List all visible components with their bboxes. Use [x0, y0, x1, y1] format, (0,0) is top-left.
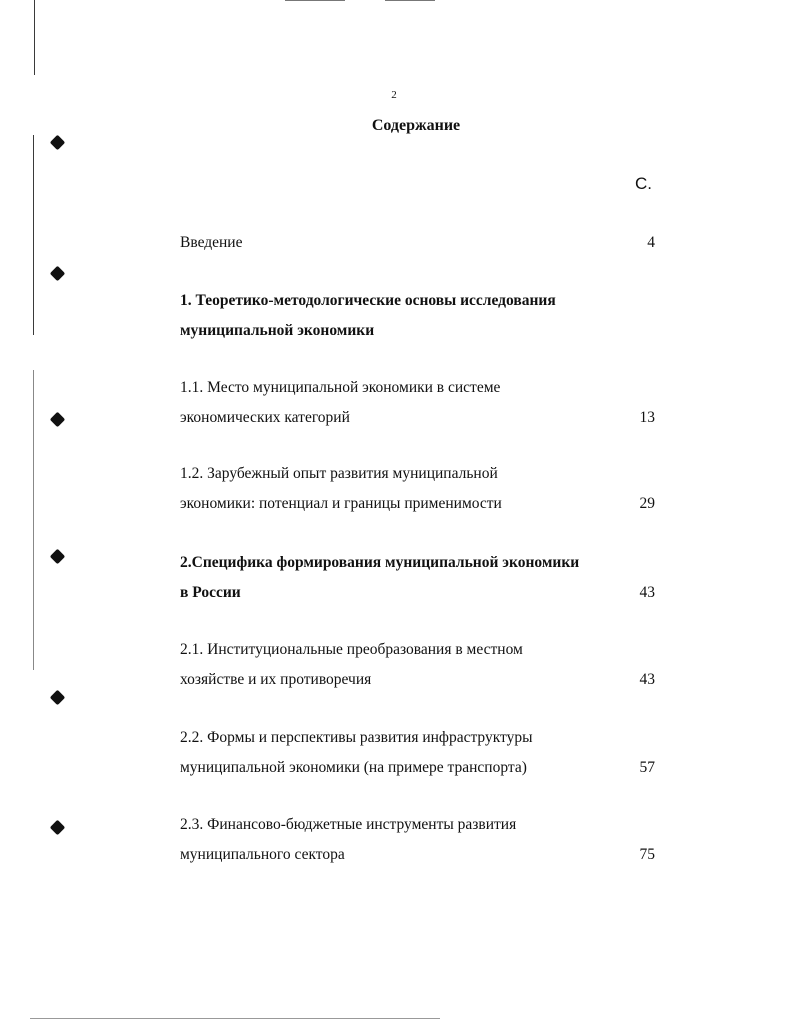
- toc-entry-text: экономики: потенциал и границы применимости: [180, 495, 502, 512]
- toc-entry-text: муниципальной экономики: [180, 322, 375, 339]
- scan-top-line: [385, 0, 435, 1]
- toc-entry-text: в России: [180, 584, 241, 601]
- toc-entry-page: 4: [647, 234, 655, 251]
- toc-entry-page: 13: [639, 409, 655, 426]
- binder-hole-mark: [50, 690, 66, 706]
- toc-entry-text: 1. Теоретико-методологические основы исследования: [180, 292, 556, 309]
- toc-entry-introduction: [180, 228, 655, 258]
- toc-entry-section-2-1: [180, 635, 655, 695]
- toc-entry-text: муниципальной экономики (на примере транспорта): [180, 759, 527, 776]
- scan-top-line: [285, 0, 345, 1]
- toc-entry-text: 1.2. Зарубежный опыт развития муниципальной: [180, 465, 498, 482]
- binder-hole-mark: [50, 266, 66, 282]
- toc-entry-text: 2.2. Формы и перспективы развития инфраструктуры: [180, 729, 533, 746]
- scan-edge-line: [34, 0, 35, 75]
- page-number: 2: [391, 89, 397, 101]
- toc-entry-page: 43: [639, 671, 655, 688]
- toc-entry-chapter-1: [180, 286, 655, 346]
- toc-entry-text: Введение: [180, 234, 243, 251]
- toc-entry-text: 2.3. Финансово-бюджетные инструменты развития: [180, 816, 517, 833]
- toc-entry-text: 1.1. Место муниципальной экономики в системе: [180, 379, 501, 396]
- toc-entry-text: муниципального сектора: [180, 846, 345, 863]
- toc-entry-page: 43: [639, 584, 655, 601]
- toc-entry-section-1-2: [180, 459, 655, 519]
- toc-title: Содержание: [371, 117, 461, 134]
- binder-hole-mark: [50, 412, 66, 428]
- page-column-label: С.: [635, 174, 652, 193]
- toc-entry-text: 2.1. Институциональные преобразования в местном: [180, 641, 523, 658]
- toc-entry-section-2-2: [180, 723, 655, 783]
- toc-entry-text: хозяйстве и их противоречия: [180, 671, 372, 688]
- toc-entry-page: 29: [639, 495, 655, 512]
- toc-entry-page: 75: [639, 846, 655, 863]
- toc-entry-section-2-3: [180, 810, 655, 870]
- toc-entry-text: 2.Специфика формирования муниципальной экономики: [180, 554, 580, 571]
- binder-hole-mark: [50, 549, 66, 565]
- scan-edge-line: [33, 135, 34, 335]
- toc-entry-page: 57: [639, 759, 655, 776]
- scan-edge-line: [33, 370, 34, 670]
- toc-entry-text: экономических категорий: [180, 409, 350, 426]
- binder-hole-mark: [50, 820, 66, 836]
- scan-bottom-line: [30, 1018, 440, 1019]
- binder-hole-mark: [50, 135, 66, 151]
- toc-entry-chapter-2: [180, 548, 655, 608]
- toc-entry-section-1-1: [180, 373, 655, 433]
